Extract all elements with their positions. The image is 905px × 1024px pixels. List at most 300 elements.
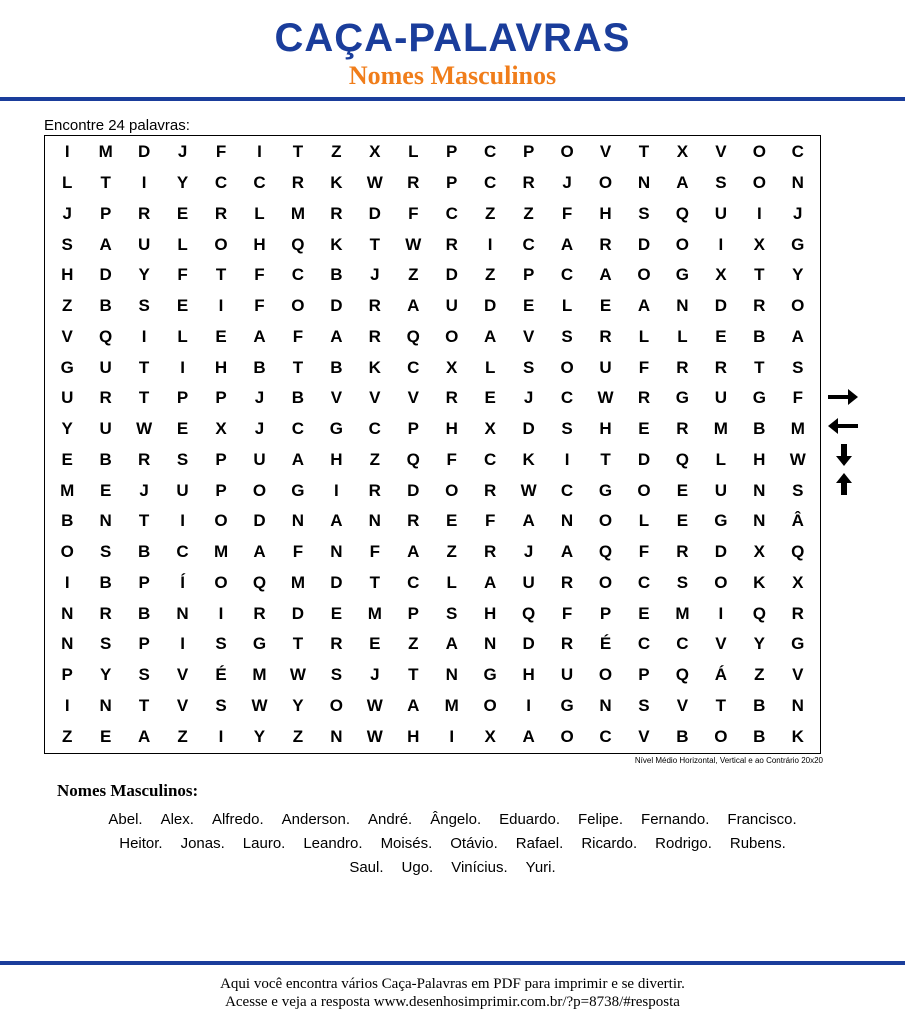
grid-cell: S	[330, 665, 343, 685]
grid-cell: S	[638, 695, 650, 715]
grid-cell: N	[291, 511, 305, 531]
grid-cell: C	[176, 542, 189, 562]
grid-cell: S	[561, 326, 573, 346]
grid-cell: O	[214, 572, 228, 592]
word-list-item: Ricardo.	[581, 835, 638, 852]
grid-cell: W	[597, 388, 614, 408]
grid-cell: E	[484, 388, 496, 408]
grid-cell: Z	[484, 203, 496, 223]
grid-cell: R	[753, 296, 766, 316]
grid-cell: U	[522, 572, 535, 592]
grid-cell: A	[791, 326, 804, 346]
grid-cell: T	[292, 142, 304, 162]
bottom-divider	[0, 961, 905, 965]
letter-grid	[44, 135, 821, 754]
footer	[0, 975, 905, 1011]
grid-cell: H	[253, 234, 266, 254]
word-list-item: Vinícius.	[451, 859, 508, 876]
grid-cell: I	[180, 357, 185, 377]
grid-cell: H	[599, 203, 612, 223]
grid-cell: F	[792, 388, 803, 408]
grid-cell: O	[291, 296, 305, 316]
grid-cell: F	[408, 203, 419, 223]
grid-cell: P	[176, 388, 189, 408]
grid-cell: Y	[138, 265, 150, 285]
grid-cell: R	[714, 357, 727, 377]
grid-cell: W	[366, 695, 383, 715]
grid-cell: F	[215, 142, 227, 162]
grid-cell: W	[520, 480, 537, 500]
grid-cell: B	[61, 511, 74, 531]
grid-cell: L	[408, 142, 419, 162]
grid-cell: R	[368, 480, 381, 500]
grid-cell: R	[676, 542, 689, 562]
grid-cell: O	[214, 234, 228, 254]
grid-cell: C	[253, 173, 266, 193]
grid-cell: N	[330, 726, 343, 746]
grid-cell: B	[137, 542, 151, 562]
grid-cell: T	[638, 142, 650, 162]
grid-cell: F	[369, 542, 381, 562]
word-list-item: Alex.	[160, 811, 194, 828]
grid-cell: M	[290, 572, 305, 592]
grid-cell: J	[139, 480, 149, 500]
grid-cell: P	[446, 173, 458, 193]
word-list	[40, 808, 865, 880]
grid-cell: Z	[523, 203, 534, 223]
grid-cell: E	[176, 419, 189, 439]
grid-cell: R	[253, 603, 266, 623]
grid-cell: B	[753, 695, 766, 715]
arrow-up-icon	[826, 472, 860, 496]
grid-cell: Z	[484, 265, 496, 285]
grid-cell: I	[334, 480, 339, 500]
grid-cell: C	[484, 173, 497, 193]
grid-cell: Z	[408, 634, 419, 654]
grid-cell: A	[407, 542, 420, 562]
grid-cell: N	[753, 480, 766, 500]
grid-cell: O	[598, 173, 613, 193]
grid-cell: E	[99, 480, 112, 500]
grid-cell: F	[561, 203, 573, 223]
grid-cell: A	[330, 511, 343, 531]
grid-cell: L	[177, 326, 188, 346]
grid-cell: M	[290, 203, 305, 223]
grid-cell: P	[138, 634, 150, 654]
grid-cell: L	[677, 326, 688, 346]
grid-cell: I	[718, 234, 724, 254]
grid-cell: R	[407, 511, 420, 531]
grid-cell: O	[329, 695, 343, 715]
grid-cell: A	[484, 572, 497, 592]
arrow-right-icon	[826, 385, 860, 409]
grid-cell: V	[522, 326, 535, 346]
grid-cell: L	[446, 572, 457, 592]
grid-cell: U	[176, 480, 189, 500]
grid-cell: C	[484, 449, 497, 469]
word-list-item: Otávio.	[450, 835, 498, 852]
word-list-item: Ângelo.	[430, 811, 482, 828]
grid-cell: X	[753, 234, 765, 254]
grid-cell: T	[369, 572, 381, 592]
grid-cell: R	[560, 634, 574, 654]
grid-cell: D	[368, 203, 381, 223]
grid-cell: B	[291, 388, 305, 408]
grid-cell: S	[561, 419, 573, 439]
grid-cell: A	[560, 234, 574, 254]
grid-cell: Q	[675, 665, 690, 685]
grid-cell: D	[407, 480, 420, 500]
grid-cell: F	[177, 265, 188, 285]
grid-cell: V	[638, 726, 650, 746]
grid-cell: N	[637, 173, 651, 193]
grid-cell: J	[254, 388, 265, 408]
grid-cell: R	[330, 634, 343, 654]
grid-cell: S	[215, 695, 227, 715]
grid-cell: Q	[99, 326, 113, 346]
grid-cell: P	[61, 665, 73, 685]
grid-cell: G	[598, 480, 613, 500]
grid-cell: V	[61, 326, 73, 346]
grid-cell: Y	[253, 726, 266, 746]
grid-cell: W	[289, 665, 306, 685]
footer-line-2: Acesse e veja a resposta www.desenhosimprimir.com.br/?p=8738/#resposta	[225, 994, 680, 1010]
grid-cell: J	[254, 419, 265, 439]
grid-cell: V	[407, 388, 419, 408]
word-list-line	[40, 808, 865, 832]
grid-cell: O	[791, 296, 805, 316]
grid-cell: W	[789, 449, 806, 469]
grid-cell: G	[560, 695, 574, 715]
grid-cell: O	[752, 173, 766, 193]
grid-cell: B	[676, 726, 689, 746]
grid-cell: V	[176, 665, 189, 685]
word-list-line	[40, 832, 865, 856]
grid-cell: R	[407, 173, 420, 193]
grid-cell: E	[446, 511, 458, 531]
grid-cell: B	[330, 357, 343, 377]
grid-cell: E	[61, 449, 73, 469]
grid-cell: B	[99, 572, 112, 592]
grid-cell: D	[445, 265, 458, 285]
grid-cell: H	[330, 449, 343, 469]
grid-cell: A	[522, 726, 535, 746]
grid-cell: I	[487, 234, 493, 254]
grid-cell: G	[714, 511, 728, 531]
grid-cell: O	[714, 726, 728, 746]
grid-cell: O	[445, 480, 459, 500]
grid-cell: S	[638, 203, 650, 223]
grid-cell: R	[99, 603, 112, 623]
grid-cell: H	[753, 449, 766, 469]
grid-cell: L	[254, 203, 265, 223]
grid-cell: T	[215, 265, 227, 285]
grid-cell: É	[215, 665, 227, 685]
grid-cell: E	[522, 296, 535, 316]
grid-cell: Z	[292, 726, 304, 746]
grid-cell: F	[446, 449, 457, 469]
grid-cell: X	[215, 419, 227, 439]
grid-cell: S	[176, 449, 189, 469]
grid-cell: K	[368, 357, 381, 377]
grid-cell: G	[483, 665, 497, 685]
grid-cell: O	[214, 511, 228, 531]
grid-cell: V	[369, 388, 381, 408]
grid-cell: H	[407, 726, 420, 746]
grid-cell: D	[637, 449, 651, 469]
grid-cell: P	[638, 665, 650, 685]
grid-cell: T	[138, 357, 150, 377]
grid-cell: L	[561, 296, 573, 316]
grid-cell: E	[715, 326, 727, 346]
grid-cell: M	[367, 603, 382, 623]
grid-cell: X	[676, 142, 689, 162]
grid-cell: C	[291, 419, 305, 439]
grid-cell: C	[791, 142, 804, 162]
grid-cell: M	[252, 665, 267, 685]
grid-cell: Q	[406, 449, 420, 469]
grid-cell: F	[254, 265, 265, 285]
grid-cell: H	[599, 419, 612, 439]
grid-cell: S	[138, 296, 150, 316]
grid-cell: W	[405, 234, 422, 254]
grid-cell: I	[180, 634, 185, 654]
grid-cell: L	[638, 326, 650, 346]
grid-cell: Q	[791, 542, 805, 562]
grid-cell: D	[714, 542, 727, 562]
grid-cell: F	[254, 296, 265, 316]
grid-cell: O	[560, 142, 574, 162]
grid-cell: F	[292, 326, 304, 346]
grid-cell: C	[368, 419, 381, 439]
grid-cell: H	[522, 665, 535, 685]
grid-cell: K	[522, 449, 535, 469]
grid-cell: A	[253, 542, 266, 562]
grid-cell: Í	[180, 572, 185, 592]
grid-cell: N	[176, 603, 189, 623]
grid-cell: I	[64, 695, 70, 715]
grid-cell: G	[291, 480, 305, 500]
grid-cell: X	[446, 357, 458, 377]
grid-cell: R	[368, 326, 381, 346]
grid-cell: O	[598, 665, 613, 685]
grid-cell: J	[793, 203, 803, 223]
grid-cell: R	[484, 480, 497, 500]
grid-cell: Q	[752, 603, 766, 623]
grid-cell: A	[407, 296, 420, 316]
grid-cell: I	[180, 511, 185, 531]
grid-cell: T	[100, 173, 111, 193]
grid-cell: I	[141, 173, 147, 193]
grid-cell: X	[715, 265, 727, 285]
grid-cell: Q	[406, 326, 420, 346]
grid-cell: V	[330, 388, 343, 408]
grid-cell: C	[637, 634, 651, 654]
grid-cell: U	[714, 203, 727, 223]
grid-cell: A	[99, 234, 112, 254]
grid-cell: S	[61, 234, 73, 254]
grid-cell: P	[522, 142, 535, 162]
grid-cell: J	[370, 265, 380, 285]
grid-cell: Â	[791, 511, 804, 531]
footer-line-1: Aqui você encontra vários Caça-Palavras em PDF para imprimir e se divertir.	[220, 976, 685, 992]
word-list-item: Fernando.	[641, 811, 710, 828]
grid-cell: T	[408, 665, 419, 685]
grid-cell: Z	[408, 265, 419, 285]
grid-cell: U	[599, 357, 612, 377]
grid-cell: I	[526, 695, 531, 715]
grid-cell: O	[483, 695, 497, 715]
grid-cell: N	[99, 511, 112, 531]
word-list-item: Jonas.	[180, 835, 225, 852]
grid-cell: S	[522, 357, 535, 377]
grid-cell: T	[292, 634, 304, 654]
grid-cell: H	[484, 603, 497, 623]
grid-cell: G	[791, 234, 805, 254]
grid-cell: M	[444, 695, 459, 715]
grid-cell: S	[792, 357, 804, 377]
grid-cell: Z	[177, 726, 188, 746]
grid-cell: I	[218, 296, 224, 316]
grid-cell: Z	[331, 142, 342, 162]
grid-cell: B	[99, 449, 112, 469]
grid-cell: A	[637, 296, 651, 316]
grid-cell: R	[599, 234, 612, 254]
grid-cell: E	[638, 419, 650, 439]
grid-cell: M	[98, 142, 113, 162]
grid-cell: P	[99, 203, 112, 223]
grid-cell: P	[215, 449, 227, 469]
grid-cell: F	[561, 603, 573, 623]
grid-cell: S	[792, 480, 804, 500]
grid-cell: E	[215, 326, 227, 346]
grid-cell: R	[137, 449, 151, 469]
grid-cell: N	[61, 603, 74, 623]
word-list-item: Rodrigo.	[655, 835, 712, 852]
word-list-item: Ugo.	[401, 859, 434, 876]
word-list-item: Eduardo.	[499, 811, 560, 828]
grid-cell: F	[638, 357, 650, 377]
grid-cell: B	[753, 726, 766, 746]
grid-cell: A	[599, 265, 612, 285]
grid-cell: D	[484, 296, 497, 316]
grid-cell: O	[445, 326, 459, 346]
grid-cell: C	[599, 726, 612, 746]
grid-cell: L	[484, 357, 496, 377]
grid-cell: P	[138, 572, 150, 592]
grid-cell: E	[99, 726, 112, 746]
grid-cell: A	[445, 634, 458, 654]
grid-cell: I	[449, 726, 455, 746]
grid-cell: D	[522, 419, 535, 439]
grid-cell: C	[560, 265, 574, 285]
grid-cell: D	[637, 234, 651, 254]
grid-cell: R	[599, 326, 612, 346]
instruction-text: Encontre 24 palavras:	[44, 117, 190, 134]
grid-cell: R	[445, 388, 458, 408]
word-list-item: Felipe.	[578, 811, 624, 828]
grid-cell: R	[445, 234, 458, 254]
grid-cell: I	[257, 142, 262, 162]
grid-cell: B	[253, 357, 266, 377]
grid-cell: É	[599, 634, 612, 654]
grid-cell: Q	[291, 234, 305, 254]
grid-cell: Q	[598, 542, 613, 562]
grid-cell: S	[138, 665, 150, 685]
grid-cell: L	[62, 173, 73, 193]
grid-cell: T	[138, 511, 150, 531]
grid-cell: A	[291, 449, 305, 469]
grid-cell: R	[368, 296, 381, 316]
grid-cell: X	[484, 726, 496, 746]
grid-cell: N	[560, 511, 574, 531]
grid-cell: M	[713, 419, 728, 439]
grid-cell: B	[753, 326, 766, 346]
grid-cell: C	[407, 357, 420, 377]
grid-cell: W	[136, 419, 153, 439]
grid-cell: N	[676, 296, 689, 316]
word-list-item: Francisco.	[727, 811, 797, 828]
word-list-item: Heitor.	[119, 835, 163, 852]
grid-cell: K	[753, 572, 766, 592]
grid-cell: Z	[446, 542, 457, 562]
grid-cell: P	[407, 419, 419, 439]
grid-cell: K	[330, 234, 343, 254]
grid-cell: Y	[753, 634, 765, 654]
grid-cell: C	[445, 203, 458, 223]
word-list-item: Abel.	[108, 811, 143, 828]
grid-cell: O	[598, 572, 613, 592]
grid-cell: G	[791, 634, 805, 654]
grid-cell: S	[676, 572, 689, 592]
grid-cell: A	[253, 326, 266, 346]
grid-cell: R	[214, 203, 228, 223]
grid-cell: M	[213, 542, 229, 562]
grid-cell: N	[330, 542, 343, 562]
grid-cell: H	[61, 265, 74, 285]
word-list-line	[40, 856, 865, 880]
grid-cell: D	[291, 603, 305, 623]
grid-cell: O	[637, 265, 651, 285]
grid-cell: F	[484, 511, 496, 531]
grid-cell: W	[251, 695, 268, 715]
grid-cell: R	[637, 388, 651, 408]
grid-cell: O	[598, 511, 613, 531]
word-list-item: Alfredo.	[211, 811, 264, 828]
grid-cell: D	[99, 265, 112, 285]
grid-cell: D	[522, 634, 535, 654]
grid-cell: Q	[252, 572, 267, 592]
page-title: CAÇA-PALAVRAS	[274, 16, 631, 60]
grid-cell: N	[99, 695, 112, 715]
grid-cell: T	[369, 234, 381, 254]
grid-cell: L	[177, 234, 188, 254]
grid-cell: J	[177, 142, 188, 162]
grid-cell: V	[715, 142, 727, 162]
grid-cell: C	[407, 572, 420, 592]
grid-cell: U	[99, 357, 112, 377]
grid-cell: A	[330, 326, 343, 346]
grid-cell: Y	[292, 695, 304, 715]
level-note: Nível Médio Horizontal, Vertical e ao Contrário 20x20	[634, 756, 823, 765]
grid-cell: P	[407, 603, 419, 623]
grid-cell: A	[407, 695, 420, 715]
word-list-item: Saul.	[349, 859, 384, 876]
grid-cell: L	[638, 511, 650, 531]
grid-cell: V	[676, 695, 689, 715]
direction-arrows	[826, 385, 860, 501]
grid-cell: D	[253, 511, 266, 531]
